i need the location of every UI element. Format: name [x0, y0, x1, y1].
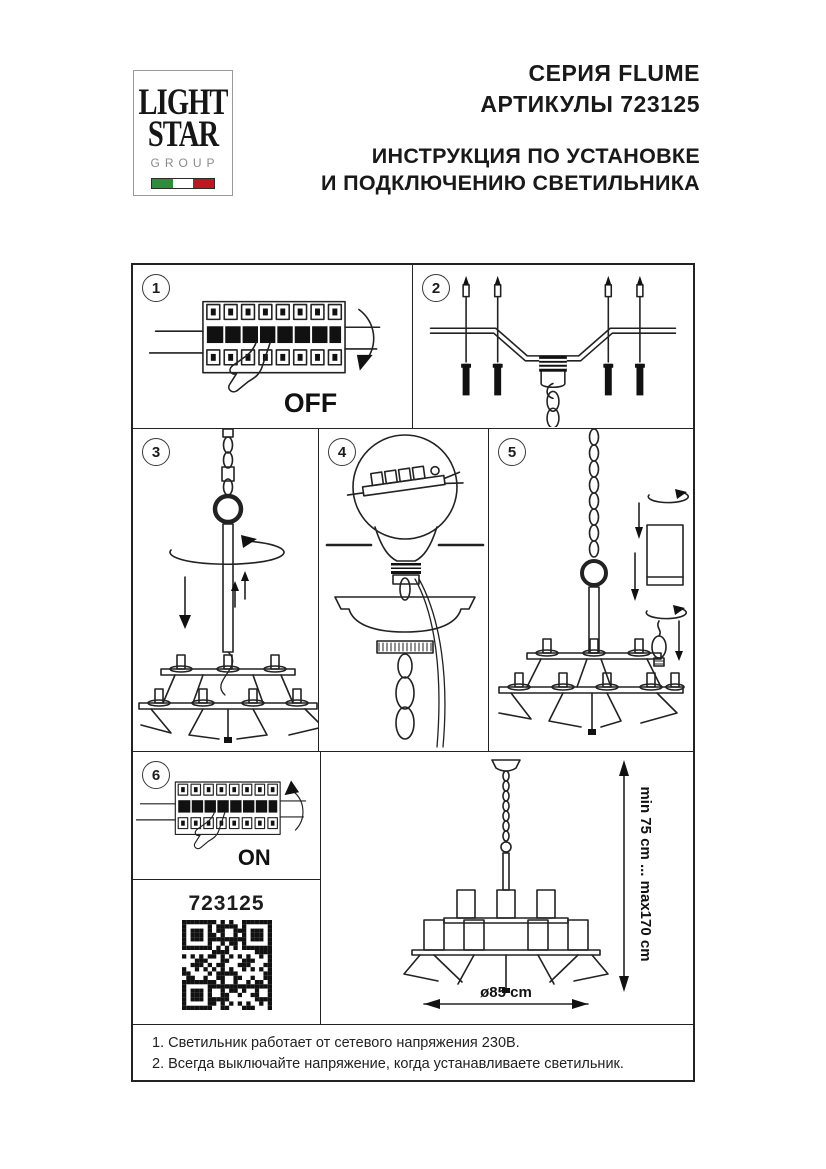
shade-cylinder-icon	[647, 525, 683, 585]
step-number-badge: 4	[328, 438, 356, 466]
rotation-arrow-icon	[170, 541, 284, 564]
screw-icon	[463, 284, 643, 361]
qr-code	[182, 920, 272, 1010]
note-line: 2. Всегда выключайте напряжение, когда устанавливаете светильник.	[152, 1056, 624, 1072]
on-label: ON	[237, 845, 271, 871]
detail-balloon	[353, 435, 457, 539]
hanging-ring	[215, 496, 241, 522]
step-1-panel	[133, 265, 413, 429]
chandelier-shade-bulb-install-illustration	[489, 429, 693, 749]
height-range-label: min 75 cm ... max170 cm	[637, 786, 654, 962]
breaker-bottom-terminals	[206, 349, 340, 364]
wire-curve	[221, 652, 233, 695]
header-titles	[321, 58, 700, 197]
arrow-up-curve-icon	[292, 791, 302, 830]
breaker-switch-band	[206, 326, 340, 343]
instruction-steps-grid	[131, 263, 695, 1082]
instruction-title-line1: ИНСТРУКЦИЯ ПО УСТАНОВКЕ	[371, 144, 700, 168]
logo-word-star: STAR	[147, 112, 219, 155]
breaker-switch-band	[178, 800, 277, 812]
series-title: СЕРИЯ FLUME	[528, 60, 700, 86]
knurled-nut	[377, 641, 433, 653]
step-2-panel	[413, 265, 693, 429]
flag-green-stripe	[152, 179, 173, 188]
step-number-badge: 6	[142, 761, 170, 789]
ceiling-bracket-screws-illustration	[414, 267, 692, 427]
central-rod	[223, 524, 233, 652]
power-cable	[415, 579, 439, 747]
diameter-label: ø85 cm	[480, 984, 532, 1001]
chandelier-dimensions-illustration	[321, 752, 693, 1010]
step-number-badge: 3	[142, 438, 170, 466]
step-number-badge: 5	[498, 438, 526, 466]
ceiling-canopy	[335, 597, 475, 632]
arrow-down-curve-icon	[358, 309, 373, 360]
flag-red-stripe	[193, 179, 214, 188]
step-5-panel	[489, 429, 693, 752]
lightstar-logo	[133, 70, 233, 196]
articles-title: АРТИКУЛЫ 723125	[480, 91, 700, 117]
wall-anchor-icon	[461, 275, 645, 395]
step-number-badge: 2	[422, 274, 450, 302]
instruction-title-line2: И ПОДКЛЮЧЕНИЮ СВЕТИЛЬНИКА	[321, 171, 700, 195]
chandelier-rod-adjust-illustration	[133, 429, 319, 749]
breaker-top-terminals	[206, 304, 340, 319]
step-number-badge: 1	[142, 274, 170, 302]
off-label: OFF	[283, 387, 337, 418]
article-qr-panel	[133, 892, 320, 1024]
note-line: 1. Светильник работает от сетевого напряжения 230В.	[152, 1035, 520, 1051]
logo-word-group: GROUP	[150, 156, 220, 170]
ceiling-canopy	[492, 760, 520, 771]
circuit-breaker-off-illustration	[149, 272, 397, 422]
hanging-ring	[582, 561, 606, 585]
step-4-panel	[319, 429, 489, 752]
flag-white-stripe	[173, 179, 194, 188]
safety-notes	[133, 1024, 693, 1080]
logo-word-light: LIGHT	[138, 80, 228, 123]
terminal-block-icon	[345, 461, 463, 499]
article-number: 723125	[188, 892, 265, 915]
step-6-panel	[133, 752, 320, 880]
dimensions-panel	[321, 752, 693, 1012]
italian-flag-icon	[151, 178, 215, 189]
wiring-canopy-chain-illustration	[319, 429, 489, 749]
step-3-panel	[133, 429, 319, 752]
